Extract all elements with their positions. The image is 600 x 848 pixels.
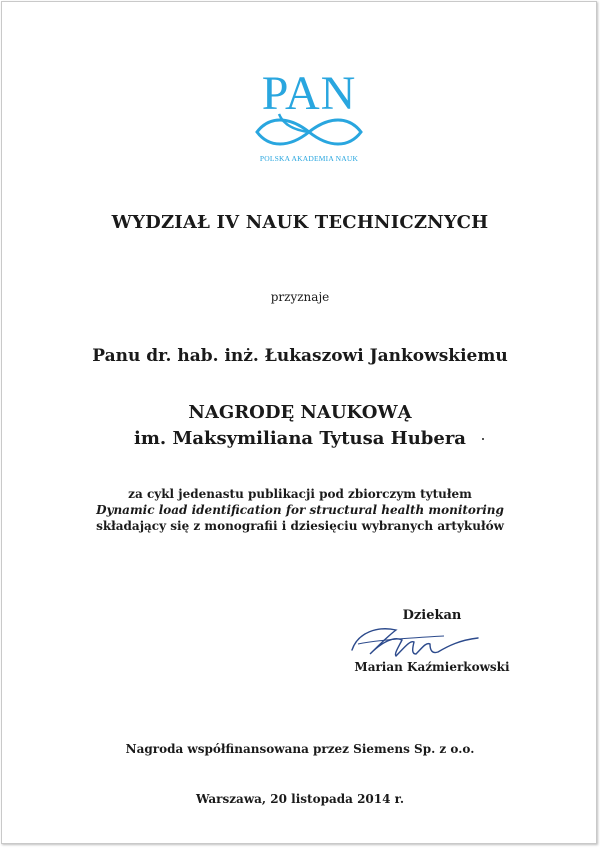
description-line-1: za cykl jedenastu publikacji pod zbiorczym tytułem [128,487,472,501]
award-description [2,486,598,534]
cofunding-note: Nagroda współfinansowana przez Siemens Sp. z o.o. [125,742,475,756]
infinity-swoosh-icon [249,110,369,154]
ink-dot [482,438,484,440]
logo-subtitle: POLSKA AKADEMIA NAUK [259,154,359,163]
logo-text: PAN [261,67,357,120]
department-heading: WYDZIAŁ IV NAUK TECHNICZNYCH [111,212,489,233]
awards-verb: przyznaje [270,290,330,304]
pan-logo [249,67,369,170]
place-date: Warszawa, 20 listopada 2014 r. [195,792,405,806]
signatory-name: Marian Kaźmierkowski [354,660,510,674]
certificate-page [1,1,597,844]
award-patron: im. Maksymiliana Tytusa Hubera [134,428,466,449]
publication-title: Dynamic load identification for structural health monitoring [96,503,504,517]
description-line-3: składający się z monografii i dziesięciu wybranych artykułów [96,519,504,533]
award-title: NAGRODĘ NAUKOWĄ [188,402,412,423]
recipient-name: Panu dr. hab. inż. Łukaszowi Jankowskiemu [92,346,508,366]
signatory-role: Dziekan [402,608,462,623]
